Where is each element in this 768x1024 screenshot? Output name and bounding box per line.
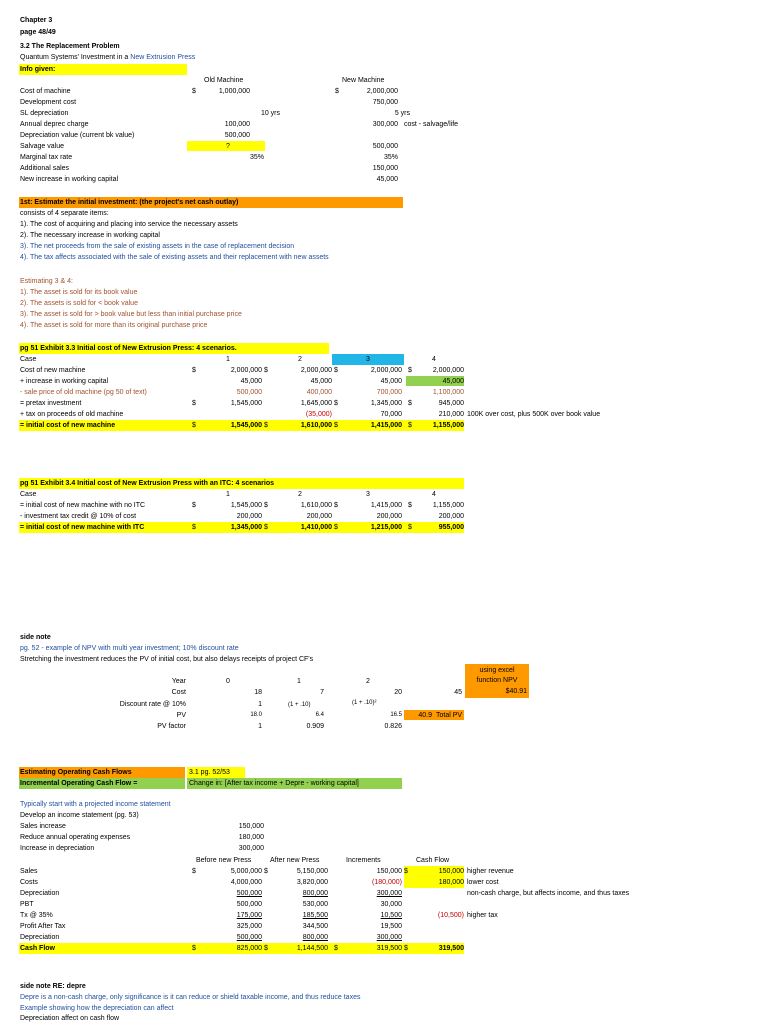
cash-flow-note: lower cost bbox=[467, 879, 499, 886]
ex33-row-label: Cost of new machine bbox=[20, 367, 86, 374]
ex33-cell: 2,000,000 bbox=[300, 367, 332, 374]
excel-npv-line: using excel bbox=[479, 667, 515, 674]
estimating-item: 4). The asset is sold for more than its original purchase price bbox=[20, 322, 208, 329]
npv-row-label: Discount rate @ 10% bbox=[119, 701, 186, 708]
sidenote2-line: Example showing how the depreciation can affect bbox=[20, 1005, 174, 1012]
cost-value: 18 bbox=[254, 689, 262, 696]
dollar-sign: $ bbox=[192, 88, 196, 95]
dollar-sign: $ bbox=[334, 422, 338, 429]
increment-value: 300,000 bbox=[376, 934, 402, 941]
dollar-sign: $ bbox=[404, 868, 408, 875]
ex34-cell: 1,610,000 bbox=[300, 502, 332, 509]
pv-factor: 0.826 bbox=[384, 723, 402, 730]
dollar-sign: $ bbox=[264, 868, 268, 875]
income-row-label: Profit After Tax bbox=[20, 923, 66, 930]
npv-row-label: Cost bbox=[171, 689, 186, 696]
ex34-total: 1,345,000 bbox=[230, 524, 262, 531]
ex33-title: pg 51 Exhibit 3.3 Initial cost of New Extrusion Press: 4 scenarios. bbox=[20, 345, 237, 352]
cash-flow-note: higher tax bbox=[467, 912, 498, 919]
case-number: 2 bbox=[298, 356, 302, 363]
before-value: 500,000 bbox=[236, 901, 262, 908]
subtitle-text: Quantum Systems' Investment in a bbox=[20, 54, 131, 61]
ex33-cell: 700,000 bbox=[376, 389, 402, 396]
ex33-cell: 1,645,000 bbox=[300, 400, 332, 407]
before-value: 500,000 bbox=[236, 890, 262, 897]
after-value: 1,144,500 bbox=[296, 945, 328, 952]
cost-value: 20 bbox=[394, 689, 402, 696]
ex33-cell: 45,000 bbox=[442, 378, 464, 385]
info-given-label: Info given: bbox=[20, 66, 56, 73]
cash-flow-value: 150,000 bbox=[438, 868, 464, 875]
given-row-label: Additional sales bbox=[20, 165, 70, 172]
dollar-sign: $ bbox=[192, 868, 196, 875]
pv-value: 16.5 bbox=[390, 712, 402, 718]
year-value: 0 bbox=[226, 678, 230, 685]
income-row-label: Depreciation bbox=[20, 934, 60, 941]
assumption-value: 300,000 bbox=[238, 845, 264, 852]
cost-value: 7 bbox=[320, 689, 324, 696]
ex33-row-label: + increase in working capital bbox=[20, 378, 109, 385]
before-value: 325,000 bbox=[236, 923, 262, 930]
dollar-sign: $ bbox=[192, 524, 196, 531]
new-value: 300,000 bbox=[372, 121, 398, 128]
new-value: 150,000 bbox=[372, 165, 398, 172]
subtitle-link: New Extrusion Press bbox=[130, 54, 196, 61]
ex34-cell: 200,000 bbox=[438, 513, 464, 520]
assumption-label: Sales increase bbox=[20, 823, 66, 830]
increment-value: 19,500 bbox=[380, 923, 402, 930]
dollar-sign: $ bbox=[192, 367, 196, 374]
new-machine-header: New Machine bbox=[342, 77, 385, 84]
section-title: 3.2 The Replacement Problem bbox=[20, 43, 120, 50]
pv-value: 18.0 bbox=[250, 712, 262, 718]
new-value: 5 yrs bbox=[394, 110, 410, 117]
increment-value: 300,000 bbox=[376, 890, 402, 897]
ocf-col-header: After new Press bbox=[270, 857, 320, 864]
income-row-label: Costs bbox=[20, 879, 38, 886]
dollar-sign: $ bbox=[334, 502, 338, 509]
ex33-cell: 1,345,000 bbox=[370, 400, 402, 407]
ex33-cell: 500,000 bbox=[236, 389, 262, 396]
excel-npv-value: $40.91 bbox=[505, 688, 527, 695]
dollar-sign: $ bbox=[408, 367, 412, 374]
ocf-col-header: Increments bbox=[346, 857, 381, 864]
page-reference: page 48/49 bbox=[20, 29, 56, 36]
npv-row-label: PV factor bbox=[157, 723, 186, 730]
excel-npv-line: function NPV bbox=[476, 677, 518, 684]
before-value: 175,000 bbox=[236, 912, 262, 919]
before-value: 5,000,000 bbox=[230, 868, 262, 875]
old-value: ? bbox=[226, 143, 230, 150]
cash-flow-value: (10,500) bbox=[437, 912, 464, 919]
cash-flow-value: 319,500 bbox=[438, 945, 464, 952]
old-value: 1,000,000 bbox=[218, 88, 250, 95]
assumption-label: Increase in depreciation bbox=[20, 845, 95, 852]
old-value: 500,000 bbox=[224, 132, 250, 139]
dollar-sign: $ bbox=[264, 367, 268, 374]
dollar-sign: $ bbox=[408, 524, 412, 531]
year-value: 1 bbox=[297, 678, 301, 685]
before-value: 4,000,000 bbox=[230, 879, 262, 886]
step1-consists: consists of 4 separate items: bbox=[20, 210, 109, 217]
dollar-sign: $ bbox=[408, 400, 412, 407]
old-value: 35% bbox=[249, 154, 264, 161]
estimating-title: Estimating 3 & 4: bbox=[20, 278, 73, 285]
income-row-label: Depreciation bbox=[20, 890, 60, 897]
ocf-formula-label: Incremental Operating Cash Flow = bbox=[20, 780, 138, 787]
dollar-sign: $ bbox=[264, 422, 268, 429]
dollar-sign: $ bbox=[334, 945, 338, 952]
before-value: 500,000 bbox=[236, 934, 262, 941]
discount-value: (1 + .10) bbox=[288, 702, 311, 708]
ex33-cell: 2,000,000 bbox=[230, 367, 262, 374]
ex34-row-label: - investment tax credit @ 10% of cost bbox=[20, 513, 137, 520]
after-value: 185,500 bbox=[302, 912, 328, 919]
income-row-label: Sales bbox=[20, 868, 38, 875]
dollar-sign: $ bbox=[335, 88, 339, 95]
step1-item: 1). The cost of acquiring and placing into service the necessary assets bbox=[20, 221, 238, 228]
dollar-sign: $ bbox=[408, 502, 412, 509]
case-number: 3 bbox=[366, 491, 370, 498]
given-row-label: Development cost bbox=[20, 99, 77, 106]
after-value: 800,000 bbox=[302, 934, 328, 941]
ex33-tax-note: 100K over cost, plus 500K over book value bbox=[467, 411, 601, 418]
dollar-sign: $ bbox=[334, 524, 338, 531]
dollar-sign: $ bbox=[334, 400, 338, 407]
pv-factor: 0.909 bbox=[306, 723, 324, 730]
dollar-sign: $ bbox=[192, 400, 196, 407]
new-value: 750,000 bbox=[372, 99, 398, 106]
case-number: 3 bbox=[366, 356, 370, 363]
ex33-cell: 400,000 bbox=[306, 389, 332, 396]
income-row-label: Tx @ 35% bbox=[20, 912, 53, 919]
given-row-label: New increase in working capital bbox=[20, 176, 119, 183]
dollar-sign: $ bbox=[192, 422, 196, 429]
ex34-total: 955,000 bbox=[438, 524, 464, 531]
ocf-intro: Develop an income statement (pg. 53) bbox=[20, 812, 139, 819]
ex33-cell: 1,100,000 bbox=[432, 389, 464, 396]
estimating-item: 1). The asset is sold for its book value bbox=[20, 289, 138, 296]
before-value: 825,000 bbox=[236, 945, 262, 952]
after-value: 5,150,000 bbox=[296, 868, 328, 875]
ex33-cell: 45,000 bbox=[310, 378, 332, 385]
dollar-sign: $ bbox=[408, 422, 412, 429]
ex34-total: 1,215,000 bbox=[370, 524, 402, 531]
after-value: 530,000 bbox=[302, 901, 328, 908]
ocf-intro: Typically start with a projected income statement bbox=[20, 801, 171, 808]
ex33-row-label: = pretax investment bbox=[20, 400, 82, 407]
old-machine-header: Old Machine bbox=[204, 77, 244, 84]
ocf-col-header: Cash Flow bbox=[416, 857, 450, 864]
estimating-item: 3). The asset is sold for > book value but less than initial purchase price bbox=[20, 311, 242, 318]
step1-item: 3). The net proceeds from the sale of existing assets in the case of replacement decision bbox=[20, 243, 295, 250]
ex34-cell: 1,545,000 bbox=[230, 502, 262, 509]
ex34-cell: 200,000 bbox=[306, 513, 332, 520]
ex33-cell: 945,000 bbox=[438, 400, 464, 407]
estimating-item: 2). The assets is sold for < book value bbox=[20, 300, 138, 307]
old-value: 100,000 bbox=[224, 121, 250, 128]
discount-value: (1 + .10)² bbox=[352, 700, 377, 706]
sidenote-line: pg. 52 - example of NPV with multi year investment; 10% discount rate bbox=[20, 645, 239, 652]
ex33-total: 1,610,000 bbox=[300, 422, 332, 429]
dollar-sign: $ bbox=[192, 502, 196, 509]
income-row-label: Cash Flow bbox=[20, 945, 56, 952]
cash-flow-note: non-cash charge, but affects income, and thus taxes bbox=[467, 890, 630, 897]
ex33-cell: 1,545,000 bbox=[230, 400, 262, 407]
sidenote2-line: Depreciation affect on cash flow bbox=[20, 1015, 120, 1022]
ex34-row-label: = initial cost of new machine with no ITC bbox=[20, 502, 146, 509]
chapter-title: Chapter 3 bbox=[20, 17, 53, 24]
step1-title: 1st: Estimate the initial investment: (the project's net cash outlay) bbox=[20, 199, 239, 206]
case-label: Case bbox=[20, 491, 37, 498]
increment-value: 150,000 bbox=[376, 868, 402, 875]
income-row-label: PBT bbox=[20, 901, 34, 908]
step1-item: 4). The tax affects associated with the sale of existing assets and their replacement with new assets bbox=[20, 254, 329, 261]
discount-value: 1 bbox=[258, 701, 262, 708]
total-pv-label: Total PV bbox=[436, 712, 463, 719]
document-subtitle bbox=[20, 53, 195, 62]
ex34-cell: 200,000 bbox=[376, 513, 402, 520]
ex33-row-label: = initial cost of new machine bbox=[20, 422, 116, 429]
ocf-col-header: Before new Press bbox=[196, 857, 252, 864]
cash-flow-value: 180,000 bbox=[438, 879, 464, 886]
case-number: 4 bbox=[432, 356, 436, 363]
case-number: 4 bbox=[432, 491, 436, 498]
after-value: 800,000 bbox=[302, 890, 328, 897]
ex33-row-label: + tax on proceeds of old machine bbox=[20, 411, 124, 418]
after-value: 344,500 bbox=[302, 923, 328, 930]
dollar-sign: $ bbox=[334, 367, 338, 374]
cost-value: 45 bbox=[454, 689, 462, 696]
ex33-total: 1,415,000 bbox=[370, 422, 402, 429]
sidenote2-line: Depre is a non-cash charge, only significance is it can reduce or shield taxable income, and thus reduce taxes bbox=[20, 994, 361, 1001]
sidenote-title: side note bbox=[20, 634, 51, 641]
old-value: 10 yrs bbox=[260, 110, 280, 117]
ex33-total: 1,545,000 bbox=[230, 422, 262, 429]
ex33-cell: 2,000,000 bbox=[370, 367, 402, 374]
pv-factor: 1 bbox=[258, 723, 262, 730]
dollar-sign: $ bbox=[264, 502, 268, 509]
ex34-cell: 1,155,000 bbox=[432, 502, 464, 509]
ocf-title: Estimating Operating Cash Flows bbox=[20, 769, 132, 776]
given-row-label: Marginal tax rate bbox=[20, 154, 73, 161]
ex34-row-label: = initial cost of new machine with ITC bbox=[20, 524, 145, 531]
ex33-cell: (35,000) bbox=[305, 411, 332, 418]
ex33-total: 1,155,000 bbox=[432, 422, 464, 429]
case-number: 2 bbox=[298, 491, 302, 498]
assumption-label: Reduce annual operating expenses bbox=[20, 834, 131, 841]
case-label: Case bbox=[20, 356, 37, 363]
increment-value: 30,000 bbox=[380, 901, 402, 908]
total-pv-value: 40.9 bbox=[418, 712, 432, 719]
given-row-label: Depreciation value (current bk value) bbox=[20, 132, 135, 139]
new-value: 45,000 bbox=[376, 176, 398, 183]
ocf-reference: 3.1 pg. 52/53 bbox=[189, 769, 230, 776]
dollar-sign: $ bbox=[192, 945, 196, 952]
new-value: 35% bbox=[383, 154, 398, 161]
pv-value: 6.4 bbox=[315, 712, 324, 718]
ex34-total: 1,410,000 bbox=[300, 524, 332, 531]
new-value: 2,000,000 bbox=[366, 88, 398, 95]
assumption-value: 150,000 bbox=[238, 823, 264, 830]
ocf-formula: Change in: [After tax income + Depre - working capital] bbox=[189, 780, 359, 787]
cash-flow-note: higher revenue bbox=[467, 868, 514, 875]
dollar-sign: $ bbox=[404, 945, 408, 952]
dollar-sign: $ bbox=[264, 524, 268, 531]
case-number: 1 bbox=[226, 491, 230, 498]
assumption-value: 180,000 bbox=[238, 834, 264, 841]
step1-item: 2). The necessary increase in working capital bbox=[20, 232, 160, 239]
given-row-label: Cost of machine bbox=[20, 88, 71, 95]
sidenote-line: Stretching the investment reduces the PV of initial cost, but also delays receipts of project CF's bbox=[20, 656, 314, 663]
ex33-cell: 2,000,000 bbox=[432, 367, 464, 374]
npv-row-label: PV bbox=[176, 712, 186, 719]
given-row-label: Salvage value bbox=[20, 143, 64, 150]
after-value: 3,820,000 bbox=[296, 879, 328, 886]
new-value: 500,000 bbox=[372, 143, 398, 150]
case-number: 1 bbox=[226, 356, 230, 363]
increment-value: 319,500 bbox=[376, 945, 402, 952]
increment-value: (180,000) bbox=[372, 879, 402, 886]
increment-value: 10,500 bbox=[380, 912, 402, 919]
ex34-cell: 200,000 bbox=[236, 513, 262, 520]
ex33-cell: 45,000 bbox=[240, 378, 262, 385]
dollar-sign: $ bbox=[264, 945, 268, 952]
ex33-row-label: - sale price of old machine (pg 50 of text) bbox=[20, 389, 147, 396]
ex33-cell: 210,000 bbox=[438, 411, 464, 418]
npv-row-label: Year bbox=[171, 678, 186, 685]
year-value: 2 bbox=[366, 678, 370, 685]
depreciation-note: cost - salvage/life bbox=[404, 121, 459, 128]
sidenote2-title: side note RE: depre bbox=[20, 983, 86, 990]
given-row-label: Annual deprec charge bbox=[20, 121, 89, 128]
given-row-label: SL depreciation bbox=[20, 110, 69, 117]
ex34-title: pg 51 Exhibit 3.4 Initial cost of New Extrusion Press with an ITC: 4 scenarios bbox=[20, 480, 275, 487]
ex33-cell: 70,000 bbox=[380, 411, 402, 418]
ex33-cell: 45,000 bbox=[380, 378, 402, 385]
ex34-cell: 1,415,000 bbox=[370, 502, 402, 509]
